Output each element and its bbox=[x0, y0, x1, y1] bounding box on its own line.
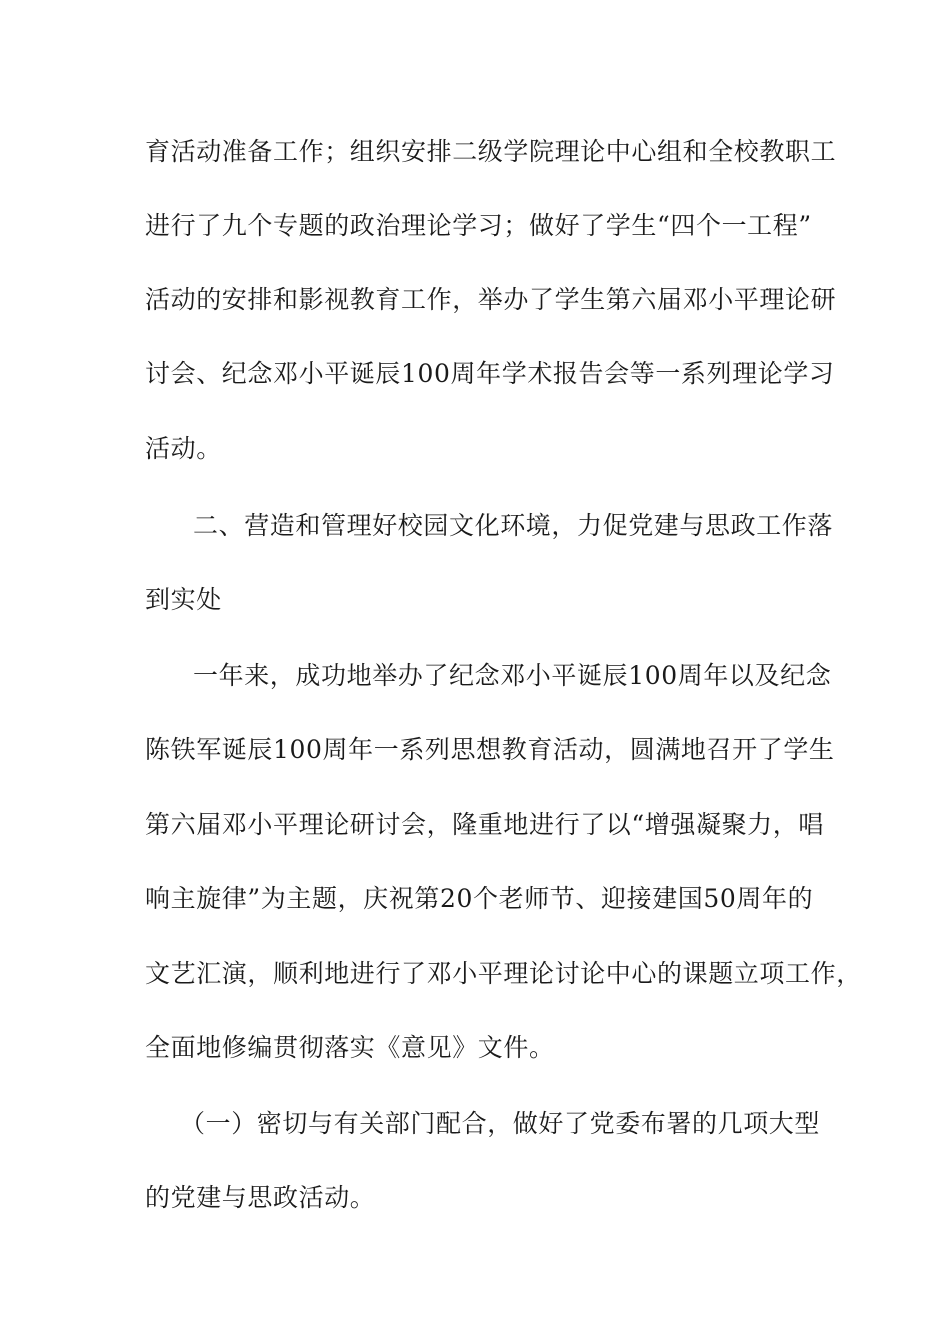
paragraph-2-line-3: 第六届邓小平理论研讨会，隆重地进行了以“增强凝聚力，唱 bbox=[145, 810, 824, 839]
paragraph-2-line-6: 全面地修编贯彻落实《意见》文件。 bbox=[145, 1033, 555, 1062]
paragraph-1-line-4: 讨会、纪念邓小平诞辰100周年学术报告会等一系列理论学习 bbox=[145, 359, 835, 388]
subsection-heading-line-2: 的党建与思政活动。 bbox=[145, 1183, 376, 1212]
paragraph-1-line-1: 育活动准备工作；组织安排二级学院理论中心组和全校教职工 bbox=[145, 137, 837, 166]
paragraph-2-line-1: 一年来，成功地举办了纪念邓小平诞辰100周年以及纪念 bbox=[193, 661, 832, 690]
section-heading-line-2: 到实处 bbox=[145, 585, 222, 614]
paragraph-2-line-2: 陈铁军诞辰100周年一系列思想教育活动，圆满地召开了学生 bbox=[145, 735, 835, 764]
paragraph-2-line-5: 文艺汇演，顺利地进行了邓小平理论讨论中心的课题立项工作， bbox=[145, 959, 862, 988]
paragraph-1-line-2: 进行了九个专题的政治理论学习；做好了学生“四个一工程” bbox=[145, 211, 812, 240]
section-heading-line-1: 二、营造和管理好校园文化环境，力促党建与思政工作落 bbox=[193, 511, 834, 540]
paragraph-2-line-4: 响主旋律”为主题，庆祝第20个老师节、迎接建国50周年的 bbox=[145, 884, 814, 913]
paragraph-1-line-3: 活动的安排和影视教育工作，举办了学生第六届邓小平理论研 bbox=[145, 285, 837, 314]
subsection-heading-line-1: （一）密切与有关部门配合，做好了党委布署的几项大型 bbox=[180, 1109, 821, 1138]
paragraph-1-line-5: 活动。 bbox=[145, 434, 222, 463]
